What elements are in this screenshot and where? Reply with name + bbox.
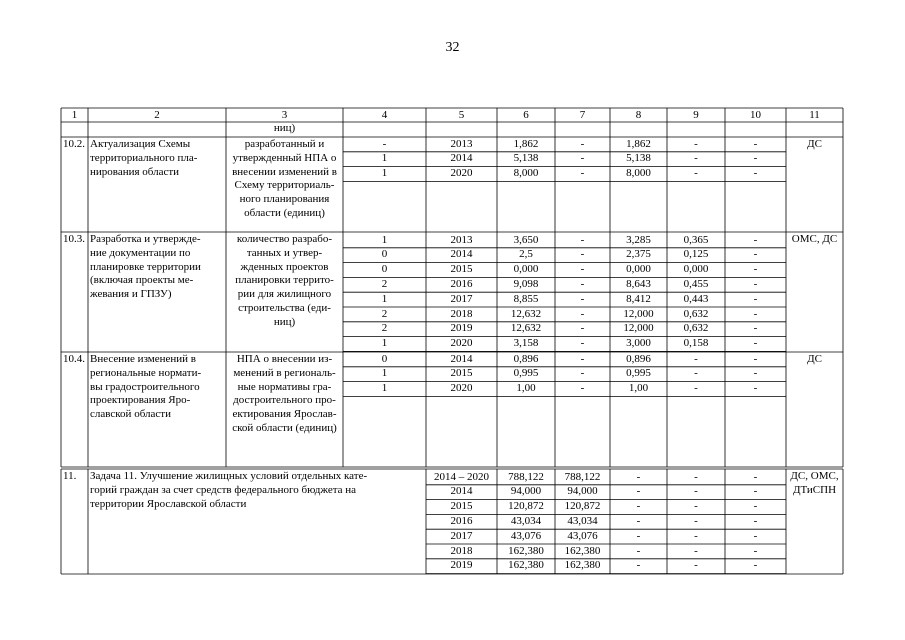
table-cell: 2018	[450, 544, 473, 557]
table-cell: 0	[381, 263, 388, 276]
table-cell: 2020	[450, 382, 473, 395]
column-header: 8	[635, 108, 642, 121]
table-cell: -	[694, 382, 698, 395]
column-header: 6	[523, 108, 529, 121]
table-cell: 1	[381, 233, 388, 246]
table-cell: 2	[381, 307, 388, 320]
measure-name: Внесение изменений в региональные нормати- вы градостроительного проектирования Яро- славской области	[90, 353, 202, 421]
table-cell: 1	[381, 152, 388, 165]
continuation-text: ниц)	[273, 122, 296, 134]
table-cell: 0,995	[513, 367, 539, 380]
table-cell: -	[580, 382, 585, 395]
table-cell: 0,455	[683, 277, 709, 290]
table-cell: 2017	[450, 292, 473, 305]
table-cell: 43,076	[510, 529, 542, 542]
table-cell: 2019	[450, 322, 473, 335]
table-cell: 788,122	[564, 470, 601, 483]
table-cell: 788,122	[508, 470, 544, 483]
table-cell: -	[694, 529, 698, 542]
table-cell: 0,125	[683, 248, 709, 261]
table-cell: 0,896	[626, 352, 651, 365]
table-cell: -	[753, 352, 758, 365]
table-cell: 2014	[450, 248, 473, 261]
table-cell: -	[580, 248, 585, 261]
column-header: 11	[809, 108, 820, 121]
table-cell: 2,5	[519, 248, 533, 261]
table-cell: -	[753, 382, 758, 395]
table-cell: -	[753, 500, 758, 513]
table-cell: 162,380	[508, 544, 544, 557]
column-header: 1	[71, 108, 78, 121]
table-cell: 94,000	[567, 485, 598, 498]
table-cell: -	[753, 337, 758, 350]
measure-name: Актуализация Схемы территориального пла- нирования области	[90, 138, 198, 178]
table-cell: -	[580, 292, 585, 305]
table-cell: 43,034	[510, 514, 542, 527]
table-cell: -	[694, 559, 698, 572]
table-cell: 0,000	[683, 263, 709, 276]
table-cell: -	[580, 152, 585, 165]
table-cell: -	[580, 167, 585, 180]
table-cell: 162,380	[564, 559, 601, 572]
table-cell: -	[753, 167, 758, 180]
table-cell: 12,000	[623, 307, 654, 320]
table-cell: 2020	[450, 167, 473, 180]
table-cell: -	[694, 470, 698, 483]
column-header: 5	[458, 108, 465, 121]
table-cell: -	[753, 307, 758, 320]
table-cell: 0,443	[683, 292, 709, 305]
table-cell: -	[580, 277, 585, 290]
indicator-text: НПА о внесении из- менений в региональ- ные нормативы гра- достроительного про- ектирования Ярослав- ской области (единиц)	[232, 353, 337, 434]
column-header: 9	[693, 108, 699, 121]
table-cell: 1	[381, 167, 388, 180]
table-cell: 2020	[450, 337, 473, 350]
task-name: Задача 11. Улучшение жилищных условий отдельных кате- горий граждан за счет средств федерального бюджета на территории Ярославской области	[90, 470, 368, 510]
column-header: 2	[154, 108, 160, 121]
table-cell: 2018	[450, 307, 473, 320]
table-cell: -	[694, 352, 698, 365]
table-cell: -	[753, 248, 758, 261]
table-cell: 2,375	[626, 248, 651, 261]
table-cell: 2013	[450, 233, 473, 246]
table-cell: 120,872	[564, 500, 601, 513]
table-cell: 2015	[450, 367, 473, 380]
table-cell: 1,862	[513, 137, 539, 150]
table-cell: -	[694, 514, 698, 527]
table-cell: -	[753, 263, 758, 276]
table-cell: 0,000	[513, 263, 539, 276]
column-header: 4	[381, 108, 388, 121]
table-cell: 0,158	[683, 337, 709, 350]
table-cell: 43,076	[567, 529, 598, 542]
table-cell: -	[580, 263, 585, 276]
table-cell: -	[636, 529, 641, 542]
table-cell: 2015	[450, 500, 473, 513]
table-cell: -	[753, 514, 758, 527]
table-cell: -	[753, 292, 758, 305]
table-cell: 12,000	[623, 322, 654, 335]
table-cell: 162,380	[564, 544, 601, 557]
table-cell: 2014	[450, 152, 473, 165]
table-cell: 12,632	[510, 307, 542, 320]
table-cell: -	[636, 500, 641, 513]
table-cell: 2014 – 2020	[434, 470, 489, 483]
table-cell: -	[694, 152, 698, 165]
table-cell: 5,138	[626, 152, 651, 165]
table-cell: -	[694, 544, 698, 557]
table-cell: 2019	[450, 559, 473, 572]
table-cell: -	[382, 137, 387, 150]
table-cell: 94,000	[510, 485, 542, 498]
table-cell: 8,412	[626, 292, 651, 305]
table-cell: 2	[381, 277, 388, 290]
table-cell: -	[580, 322, 585, 335]
table-cell: -	[636, 485, 641, 498]
section-id: 10.2.	[63, 138, 85, 150]
measure-name: Разработка и утвержде- ние документации по планировке территории (включая проекты ме- жевания и ГПЗУ)	[90, 233, 201, 301]
executor: ДС	[807, 138, 822, 150]
table-cell: 2013	[450, 137, 473, 150]
table-cell: 1	[381, 337, 388, 350]
table-cell: -	[580, 233, 585, 246]
table-cell: 43,034	[567, 514, 598, 527]
indicator-text: разработанный и утвержденный НПА о внесении изменений в Схему территориаль- ного планирования области (единиц)	[232, 138, 337, 219]
table-cell: 1,862	[626, 137, 651, 150]
table-cell: 3,000	[626, 337, 651, 350]
table-cell: 1,00	[516, 382, 536, 395]
table-cell: -	[580, 367, 585, 380]
table-cell: -	[580, 352, 585, 365]
table-cell: -	[636, 544, 641, 557]
table-cell: -	[753, 485, 758, 498]
table-cell: 120,872	[508, 500, 544, 513]
table-cell: -	[753, 152, 758, 165]
table-cell: -	[753, 277, 758, 290]
table-cell: 5,138	[513, 152, 539, 165]
executor: ОМС, ДС	[791, 233, 838, 245]
table-cell: -	[694, 485, 698, 498]
table-cell: -	[694, 500, 698, 513]
table-cell: -	[753, 544, 758, 557]
section-id: 11.	[63, 470, 77, 482]
table-cell: -	[753, 233, 758, 246]
table-cell: 3,158	[513, 337, 539, 350]
column-header: 10	[750, 108, 761, 121]
table-cell: 1	[381, 382, 388, 395]
table-cell: 2	[381, 322, 388, 335]
table-cell: -	[636, 514, 641, 527]
table-cell: 1	[381, 367, 388, 380]
table-cell: 8,643	[626, 277, 651, 290]
column-header: 7	[579, 108, 586, 121]
table-cell: -	[753, 367, 758, 380]
table-cell: 0	[381, 248, 388, 261]
table-cell: 0,632	[683, 307, 709, 320]
table-cell: -	[753, 559, 758, 572]
table-cell: 12,632	[510, 322, 542, 335]
table-cell: 2016	[450, 277, 473, 290]
table-cell: -	[580, 137, 585, 150]
table-cell: 8,855	[513, 292, 539, 305]
table-cell: 0,632	[683, 322, 709, 335]
executor: ДС	[807, 353, 822, 365]
table-cell: 8,000	[513, 167, 539, 180]
table-cell: 0,995	[626, 367, 651, 380]
page-number: 32	[445, 40, 460, 55]
table-cell: 0,896	[513, 352, 539, 365]
table-cell: 0,365	[683, 233, 709, 246]
table-cell: 1	[381, 292, 388, 305]
table-cell: 2016	[450, 514, 473, 527]
table-cell: -	[753, 529, 758, 542]
indicator-text: количество разрабо- танных и утвер- жденных проектов планировки террито- рии для жилищного строительства (еди- ниц)	[235, 233, 334, 328]
table-cell: -	[753, 322, 758, 335]
table-cell: -	[636, 470, 641, 483]
table-cell: -	[694, 137, 698, 150]
section-id: 10.4.	[63, 353, 85, 365]
table-cell: 0	[381, 352, 388, 365]
table-cell: -	[753, 470, 758, 483]
table-cell: 2014	[450, 485, 473, 498]
table-cell: 2015	[450, 263, 473, 276]
table-cell: 2014	[450, 352, 473, 365]
table-cell: 1,00	[628, 382, 649, 395]
table-cell: 0,000	[626, 263, 651, 276]
table-cell: 9,098	[513, 277, 539, 290]
table-cell: -	[753, 137, 758, 150]
table-cell: -	[694, 367, 698, 380]
table-cell: 2017	[450, 529, 473, 542]
table-cell: -	[580, 307, 585, 320]
table-cell: 3,285	[626, 233, 651, 246]
section-id: 10.3.	[63, 233, 85, 245]
table-cell: 3,650	[513, 233, 539, 246]
executor: ДС, ОМС, ДТиСПН	[790, 470, 839, 496]
column-header: 3	[281, 108, 288, 121]
table-cell: -	[694, 167, 698, 180]
table-cell: -	[636, 559, 641, 572]
table-cell: 162,380	[508, 559, 544, 572]
table-cell: -	[580, 337, 585, 350]
table-cell: 8,000	[626, 167, 651, 180]
